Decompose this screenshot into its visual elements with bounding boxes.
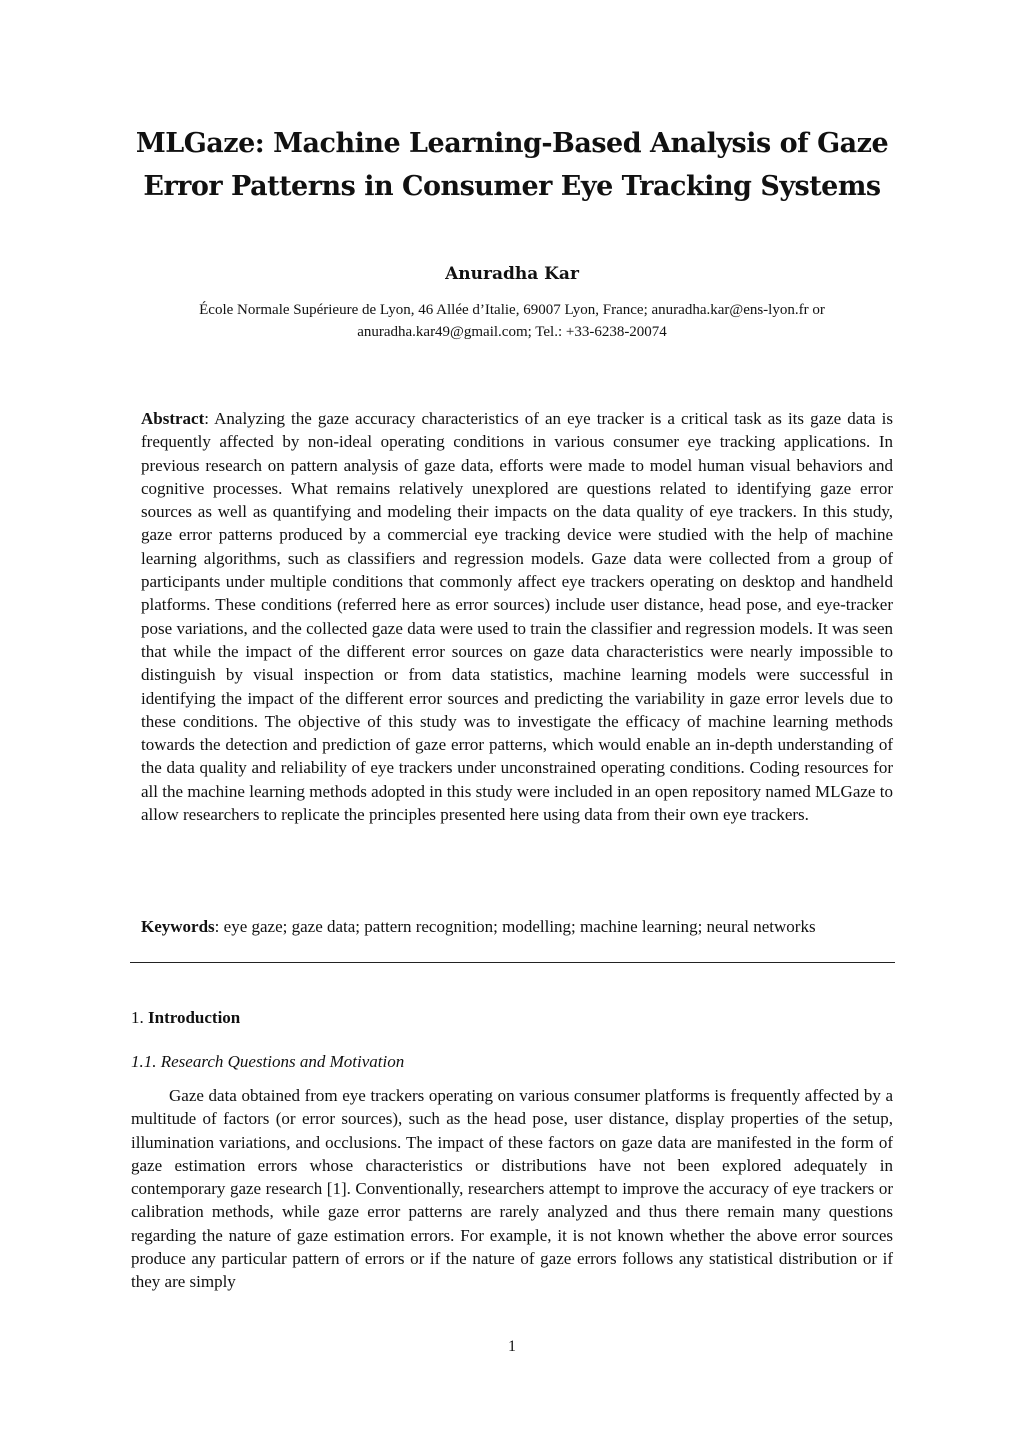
abstract-text: Analyzing the gaze accuracy characteristics of an eye tracker is a critical task as its gaze data is frequently affected by non-ideal operating conditions in various consumer eye tracking applications. In previous research on pattern analysis of gaze data, efforts were made to model human visual behaviors and cognitive processes. What remains relatively unexplored are questions related to identifying gaze error sources as well as quantifying and modeling their impacts on the data quality of eye trackers. In this study, gaze error patterns produced by a commercial eye tracking device were studied with the help of machine learning algorithms, such as classifiers and regression models. Gaze data were collected from a group of participants under multiple conditions that commonly affect eye trackers operating on desktop and handheld platforms. These conditions (referred here as error sources) include user distance, head pose, and eye-tracker pose variations, and the collected gaze data were used to train the classifier and regression models. It was seen that while the impact of the different error sources on gaze data characteristics were nearly impossible to distinguish by visual inspection or from data statistics, machine learning models were successful in identifying the impact of the different error sources and predicting the variability in gaze error levels due to these conditions. The objective of this study was to investigate the efficacy of machine learning methods towards the detection and prediction of gaze error patterns, which would enable an in-depth understanding of the data quality and reliability of eye trackers under unconstrained operating conditions. Coding resources for all the machine learning methods adopted in this study were included in an open repository named MLGaze to allow researchers to replicate the principles presented here using data from their own eye trackers.: [141, 409, 893, 825]
section-number: 1.: [131, 1008, 148, 1027]
keywords-separator: :: [214, 917, 224, 936]
author-affiliation: [130, 299, 894, 343]
page-number: 1: [508, 1338, 516, 1355]
subsection-heading: 1.1. Research Questions and Motivation: [131, 1052, 405, 1071]
keywords: [141, 915, 901, 938]
intro-paragraph: Gaze data obtained from eye trackers operating on various consumer platforms is frequently affected by a multitude of factors (or error sources), such as the head pose, user distance, display properties of the setup, illumination variations, and occlusions. The impact of these factors on gaze data are manifested in the form of gaze estimation errors whose characteristics or distributions have not been explored adequately in contemporary gaze research [1]. Conventionally, researchers attempt to improve the accuracy of eye trackers or calibration methods, while gaze error patterns are rarely analyzed and thus there remain many questions regarding the nature of gaze estimation errors. For example, it is not known whether the above error sources produce any particular pattern of errors or if the nature of gaze errors follows any statistical distribution or if they are simply: [131, 1086, 893, 1292]
abstract-label: Abstract: [141, 409, 205, 428]
paper-title: [100, 122, 924, 208]
section-heading: [131, 1006, 240, 1029]
keywords-text: eye gaze; gaze data; pattern recognition; modelling; machine learning; neural networks: [223, 917, 816, 936]
affiliation-line-2: anuradha.kar49@gmail.com; Tel.: +33-6238-20074: [357, 324, 667, 340]
section-divider: [130, 962, 895, 963]
keywords-label: Keywords: [141, 917, 215, 936]
section-title: Introduction: [148, 1008, 241, 1027]
author-name: Anuradha Kar: [445, 264, 579, 284]
abstract: [141, 407, 893, 826]
affiliation-line-1: École Normale Supérieure de Lyon, 46 Allée d’Italie, 69007 Lyon, France; anuradha.kar@ens-lyon.fr or: [199, 302, 825, 318]
paper-title-line-2: Error Patterns in Consumer Eye Tracking Systems: [143, 171, 881, 202]
paper-title-line-1: MLGaze: Machine Learning-Based Analysis of Gaze: [135, 128, 889, 159]
abstract-separator: :: [204, 409, 215, 428]
